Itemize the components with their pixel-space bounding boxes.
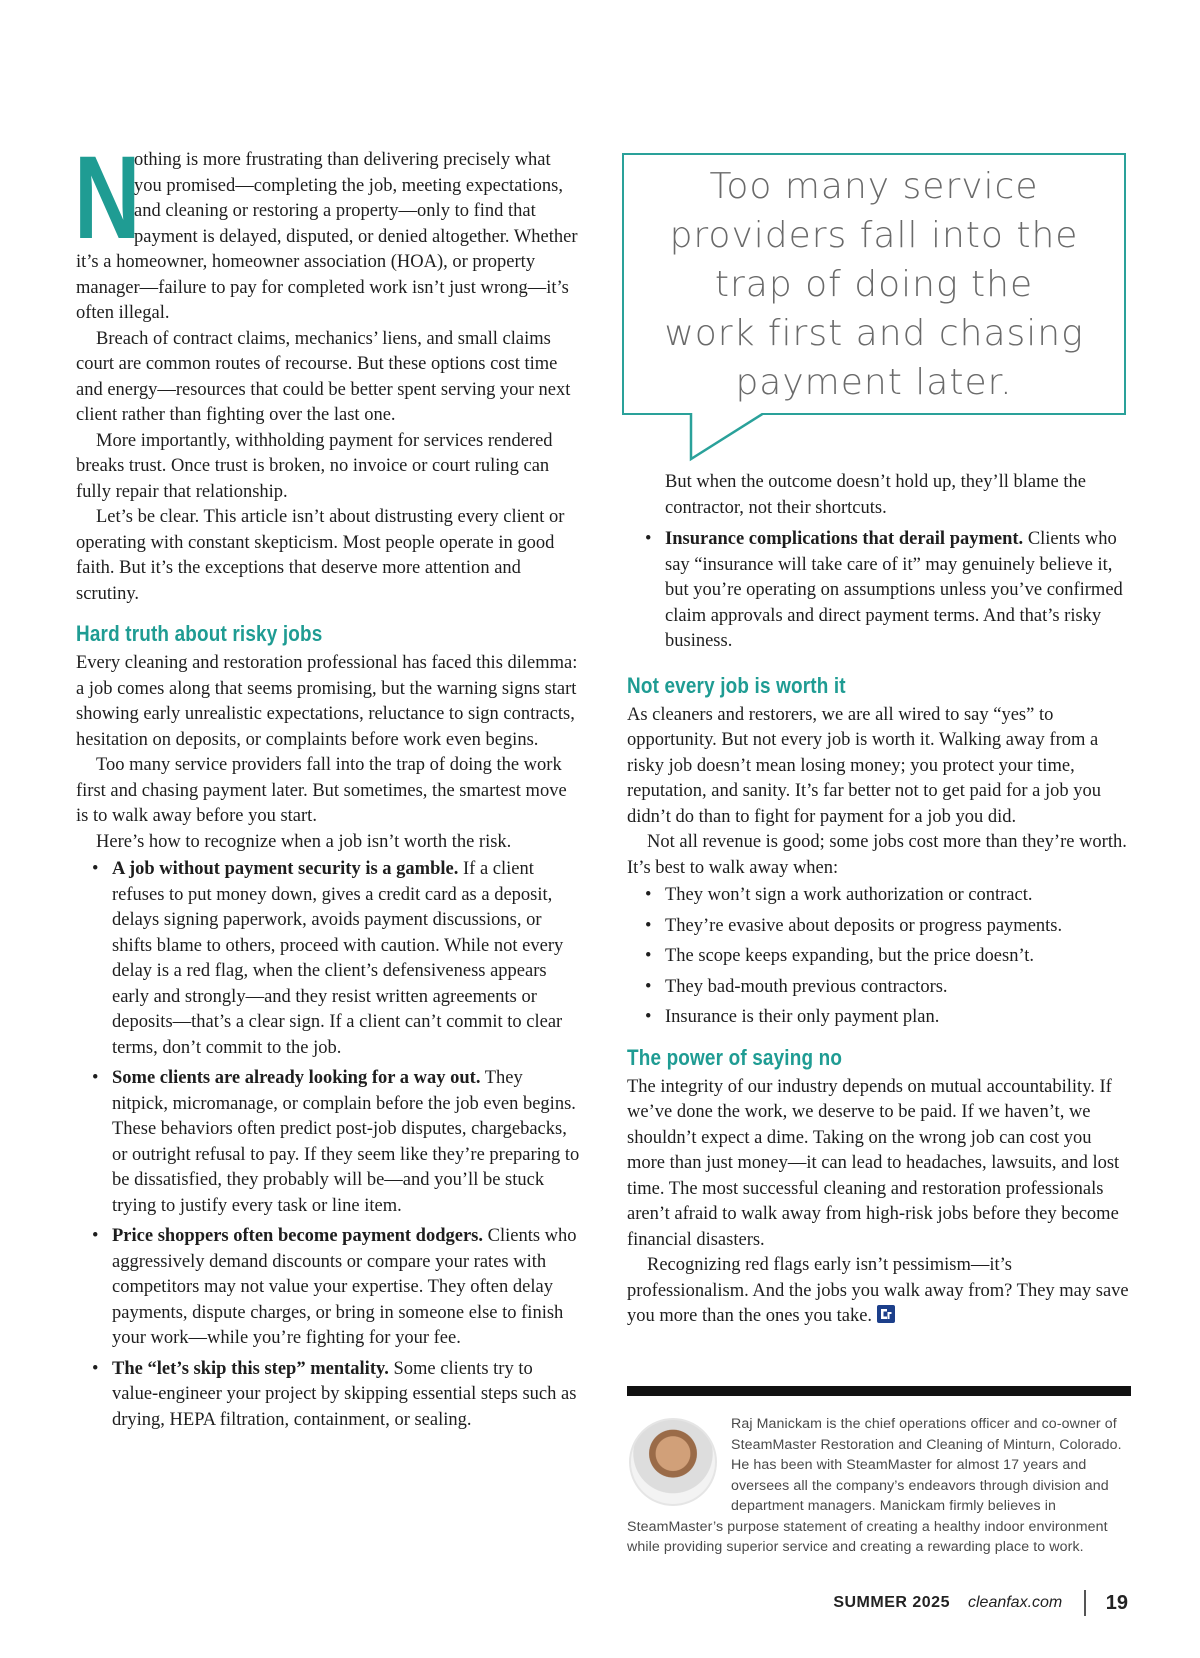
pull-quote-text: Too many service providers fall into the trap of doing the work first and chasing payment later. [664,165,1084,403]
footer-divider [1084,1590,1086,1616]
speech-tail-icon [688,413,768,463]
site-link[interactable]: cleanfax.com [967,1594,1063,1611]
drop-cap: N [74,132,141,264]
list-item: • They bad-mouth previous contractors. [665,975,1131,1001]
list-item: • They won’t sign a work authorization or contract. [665,883,1131,909]
list-item: • Some clients are already looking for a way out. They nitpick, micromanage, or complain before the job even begins. These behaviors often predict post-job disputes, chargebacks, or outright refusal to pay. If they seem like they’re preparing to be dissatisfied, they probably will be—and you’ll be stuck trying to justify every task or line item. [112,1066,580,1219]
section1-paragraph-1: Every cleaning and restoration professional has faced this dilemma: a job comes along that seems promising, but the warning signs start showing early unrealistic expectations, reluctance to sign contracts, hesitation on deposits, or complaints before work even begins. [76,653,578,750]
intro-paragraph [74,132,580,327]
list-item: • Insurance complications that derail payment. Clients who say “insurance will take care of it” may genuinely believe it, but you’re operating on assumptions unless you’ve confirmed claim approvals and direct payment terms. And that’s risky business. [665,527,1131,655]
list-item: • The “let’s skip this step” mentality. Some clients try to value-engineer your project by skipping essential steps such as drying, HEPA filtration, containment, or sealing. [112,1357,580,1434]
section3-paragraph-1: The integrity of our industry depends on mutual accountability. If we’ve done the work, we deserve to be paid. If we haven’t, we shouldn’t expect a dime. Taking on the wrong job can cost you more than just money—it can lead to headaches, lawsuits, and lost time. The most successful cleaning and restoration professionals aren’t afraid to walk away from high-risk jobs before they become financial disasters. [627,1076,1120,1250]
paragraph-3: More importantly, withholding payment for services rendered breaks trust. Once trust is broken, no invoice or court ruling can fully repair that relationship. [76,430,553,502]
list-item: • A job without payment security is a gamble. If a client refuses to put money down, gives a credit card as a deposit, delays signing paperwork, avoids payment discussions, or shifts blame to others, proceed with caution. While not every delay is a red flag, when the client’s defensiveness appears early and strongly—and they resist written agreements or deposits—that’s a clear sign. If a client can’t commit to clear terms, don’t commit to the job. [112,857,580,1061]
bullet-continuation: But when the outcome doesn’t hold up, they’ll blame the contractor, not their shortcuts. [665,472,1086,518]
intro-text: othing is more frustrating than delivering precisely what you promised—completing the job, meeting expectations, and cleaning or restoring a property—only to find that payment is delayed, disputed, or denied altogether. Whether it’s a homeowner, homeowner association (HOA), or property manager—failure to pay for completed work isn’t just wrong—it’s often illegal. [76,150,578,323]
list-item: • They’re evasive about deposits or progress payments. [665,914,1131,940]
section1-paragraph-2: Too many service providers fall into the trap of doing the work first and chasing payment later. But sometimes, the smartest move is to walk away before you start. [76,755,567,826]
section2-paragraph-2: Not all revenue is good; some jobs cost more than they’re worth. It’s best to walk away when: [627,832,1127,878]
paragraph-2: Breach of contract claims, mechanics’ liens, and small claims court are common routes of recourse. But these options cost time and energy—resources that could be better spent serving your next client rather than fighting over the last one. [76,328,571,425]
section2-paragraph-1: As cleaners and restorers, we are all wired to say “yes” to opportunity. But not every job is worth it. Walking away from a risky job doesn’t mean losing money; you protect your time, reputation, and sanity. It’s far better not to get paid for a job you didn’t do than to fight for payment for a job you did. [627,704,1102,827]
end-mark-icon [876,1304,896,1324]
paragraph-4: Let’s be clear. This article isn’t about distrusting every client or operating with constant skepticism. Most people operate in good faith. But it’s the exceptions that deserve more attention and scrutiny. [76,507,565,604]
risk-bullet-list [76,857,580,1433]
page-number: 19 [1105,1591,1128,1614]
bio-text: Raj Manickam is the chief operations officer and co-owner of SteamMaster Restoration and Cleaning of Minturn, Colorado. He has been with SteamMaster for almost 17 years and oversees all the company’s endeavors through division and department managers. Manickam firmly believes in SteamMaster’s purpose statement of creating a healthy indoor environment while providing superior service and creating a rewarding place to work. [627,1416,1122,1555]
left-column [74,132,580,1438]
bio-divider [627,1386,1131,1396]
right-column [627,470,1131,1330]
section-heading-not-every-job: Not every job is worth it [627,672,846,698]
section3-paragraph-2: Recognizing red flags early isn’t pessimism—it’s professionalism. And the jobs you walk away from? They may save you more than the ones you take. [627,1255,1129,1326]
list-item: • Price shoppers often become payment dodgers. Clients who aggressively demand discounts or compare your rates with competitors may not value your expertise. They often delay payments, dispute charges, or bring in someone else to finish your work—while you’re fighting for your fee. [112,1224,580,1352]
author-bio [627,1414,1131,1558]
pull-quote-box [622,153,1126,415]
avatar [629,1418,717,1506]
list-item: • The scope keeps expanding, but the price doesn’t. [665,944,1131,970]
section-heading-power-of-no: The power of saying no [627,1044,843,1070]
section1-paragraph-3: Here’s how to recognize when a job isn’t worth the risk. [96,831,512,852]
insurance-bullet [627,527,1131,655]
section-heading-hard-truth: Hard truth about risky jobs [76,621,323,646]
page-footer [833,1590,1128,1616]
list-item: • Insurance is their only payment plan. [665,1005,1131,1031]
walk-away-list [627,883,1131,1031]
issue-label: SUMMER 2025 [833,1594,950,1611]
